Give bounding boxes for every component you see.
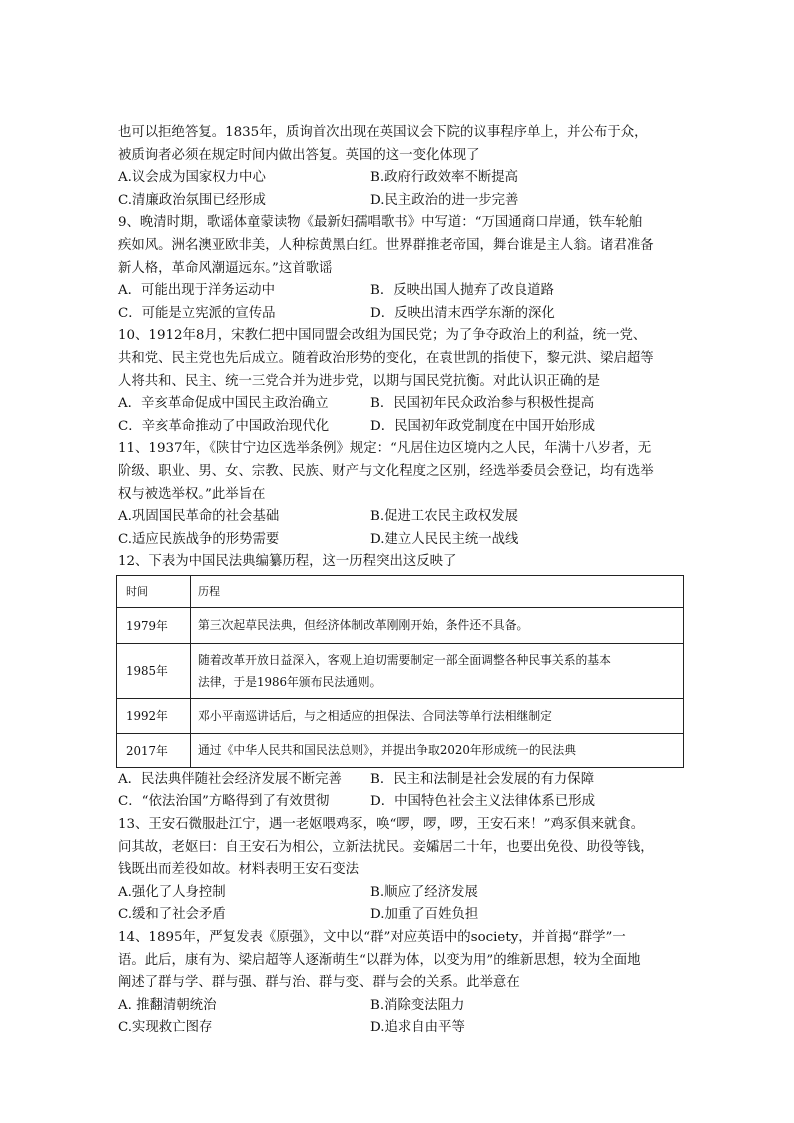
question-stem-line: 权与被选举权。”此举旨在 (118, 486, 266, 502)
option-b: B．反映出国人抛弃了改良道路 (370, 283, 554, 299)
option-row (118, 529, 682, 552)
question-stem-line: 9、晚清时期，歌谣体童蒙读物《最新妇孺唱歌书》中写道：“万国通商口岸通，铁车轮舶 (118, 215, 643, 231)
option-row (118, 1017, 682, 1040)
table-cell-process (191, 698, 684, 733)
option-b: B．民主和法制是社会发展的有力保障 (370, 771, 595, 787)
table-row (117, 733, 684, 767)
option-row (118, 791, 682, 814)
option-a: A. 推翻清朝统治 (118, 997, 217, 1013)
option-a: A．可能出现于洋务运动中 (118, 283, 275, 299)
option-d: D.民主政治的进一步完善 (370, 192, 519, 208)
question-12 (118, 551, 682, 814)
question-stem-line: 问其故，老妪曰：自王安石为相公，立新法扰民。妾孀居二十年，也要出免役、助役等钱， (118, 839, 654, 855)
question-stem-line: 11、1937年，《陕甘宁边区选举条例》规定：“凡居住边区境内之人民，年满十八岁者，无 (118, 441, 652, 457)
option-a: A.强化了人身控制 (118, 884, 226, 900)
option-d: D．中国特色社会主义法律体系已形成 (370, 794, 595, 810)
option-a: A.议会成为国家权力中心 (118, 170, 266, 186)
option-c: C．辛亥革命推动了中国政治现代化 (118, 418, 330, 434)
option-row (118, 882, 682, 905)
table-header-row (117, 575, 684, 607)
civil-code-history-table (116, 575, 684, 768)
option-c: C.清廉政治氛围已经形成 (118, 192, 266, 208)
option-b: B.政府行政效率不断提高 (370, 170, 519, 186)
option-c: C.适应民族战争的形势需要 (118, 531, 280, 547)
option-c: C.实现救亡图存 (118, 1020, 213, 1036)
question-stem-line: 被质询者必须在规定时间内做出答复。英国的这一变化体现了 (118, 147, 480, 163)
option-row (118, 167, 682, 190)
table-row (117, 607, 684, 643)
option-row (118, 393, 682, 416)
question-stem-line: 14、1895年，严复发表《原强》，文中以“群”对应英语中的society，并首揭“群学”一 (118, 930, 626, 946)
table-cell-line: 第三次起草民法典，但经济体制改革刚刚开始，条件还不具备。 (198, 618, 529, 633)
table-cell-line: 邓小平南巡讲话后，与之相适应的担保法、合同法等单行法相继制定 (198, 708, 552, 723)
table-cell-process (191, 643, 684, 698)
option-b: B.顺应了经济发展 (370, 884, 478, 900)
question-stem-line: 也可以拒绝答复。1835年，质询首次出现在英国议会下院的议事程序单上，并公布于众， (118, 125, 648, 140)
question-stem-line: 语。此后，康有为、梁启超等人逐渐萌生“以群为体，以变为用”的维新思想，较为全面地 (118, 952, 641, 968)
option-row (118, 416, 682, 439)
option-b: B.促进工农民主政权发展 (370, 509, 519, 525)
question-stem-line: 12、下表为中国民法典编纂历程，这一历程突出这反映了 (118, 554, 457, 570)
option-d: D.加重了百姓负担 (370, 907, 479, 923)
option-row (118, 904, 682, 927)
table-cell-process (191, 733, 684, 767)
question-stem-line: 人将共和、民主、统一三党合并为进步党，以期与国民党抗衡。对此认识正确的是 (118, 373, 601, 389)
option-row (118, 995, 682, 1018)
question-8 (118, 122, 682, 212)
table-cell-year: 1979年 (117, 607, 191, 643)
question-10 (118, 325, 682, 438)
table-row (117, 698, 684, 733)
option-row (118, 303, 682, 326)
question-11 (118, 438, 682, 551)
option-a: A．民法典伴随社会经济发展不断完善 (118, 771, 342, 787)
option-a: A．辛亥革命促成中国民主政治确立 (118, 396, 329, 412)
option-d: D.建立人民民主统一战线 (370, 531, 519, 547)
option-row (118, 190, 682, 213)
table-cell-process (191, 607, 684, 643)
table-cell-line: 法律，于是1986年颁布民法通则。 (198, 674, 382, 689)
table-cell-line: 随着改革开放日益深入，客观上迫切需要制定一部全面调整各种民事关系的基本 (198, 652, 611, 667)
option-row (118, 506, 682, 529)
question-stem-line: 共和党、民主党也先后成立。随着政治形势的变化，在袁世凯的指使下，黎元洪、梁启超等 (118, 350, 654, 366)
question-stem-line: 13、王安石微服赴江宁，遇一老妪喂鸡豕，唤“啰，啰，啰，王安石来！”鸡豕俱来就食。 (118, 817, 645, 833)
option-d: D．反映出清末西学东渐的深化 (370, 305, 555, 321)
option-d: D.追求自由平等 (370, 1020, 465, 1036)
table-header-process: 历程 (191, 575, 684, 607)
table-cell-year: 2017年 (117, 733, 191, 767)
option-b: B．民国初年民众政治参与积极性提高 (370, 396, 595, 412)
table-cell-year: 1985年 (117, 643, 191, 698)
option-c: C．“依法治国”方略得到了有效贯彻 (118, 794, 330, 810)
option-d: D．民国初年政党制度在中国开始形成 (370, 418, 595, 434)
option-row (118, 769, 682, 792)
question-stem-line: 阶级、职业、男、女、宗教、民族、财产与文化程度之区别，经选举委员会登记，均有选举 (118, 463, 654, 479)
table-header-year: 时间 (117, 575, 191, 607)
option-row (118, 280, 682, 303)
table-cell-line: 通过《中华人民共和国民法总则》，并提出争取2020年形成统一的民法典 (198, 743, 577, 758)
option-a: A.巩固国民革命的社会基础 (118, 509, 280, 525)
question-14 (118, 927, 682, 1040)
exam-page (118, 122, 682, 1040)
question-9 (118, 212, 682, 325)
table-row (117, 643, 684, 698)
table-cell-year: 1992年 (117, 698, 191, 733)
question-stem-line: 新人格，革命风潮逼远东。”这首歌谣 (118, 260, 333, 276)
option-c: C．可能是立宪派的宣传品 (118, 305, 276, 321)
option-c: C.缓和了社会矛盾 (118, 907, 226, 923)
option-b: B.消除变法阻力 (370, 997, 465, 1013)
question-13 (118, 814, 682, 927)
question-stem-line: 疾如风。洲名澳亚欧非美，人种棕黄黑白红。世界群推老帝国，舞台谁是主人翁。诸君准备 (118, 237, 654, 253)
question-stem-line: 阐述了群与学、群与强、群与治、群与变、群与会的关系。此举意在 (118, 975, 520, 991)
question-stem-line: 钱既出而差役如故。材料表明王安石变法 (118, 862, 360, 878)
question-stem-line: 10、1912年8月，宋教仁把中国同盟会改组为国民党；为了争夺政治上的利益，统一党、 (118, 328, 647, 344)
